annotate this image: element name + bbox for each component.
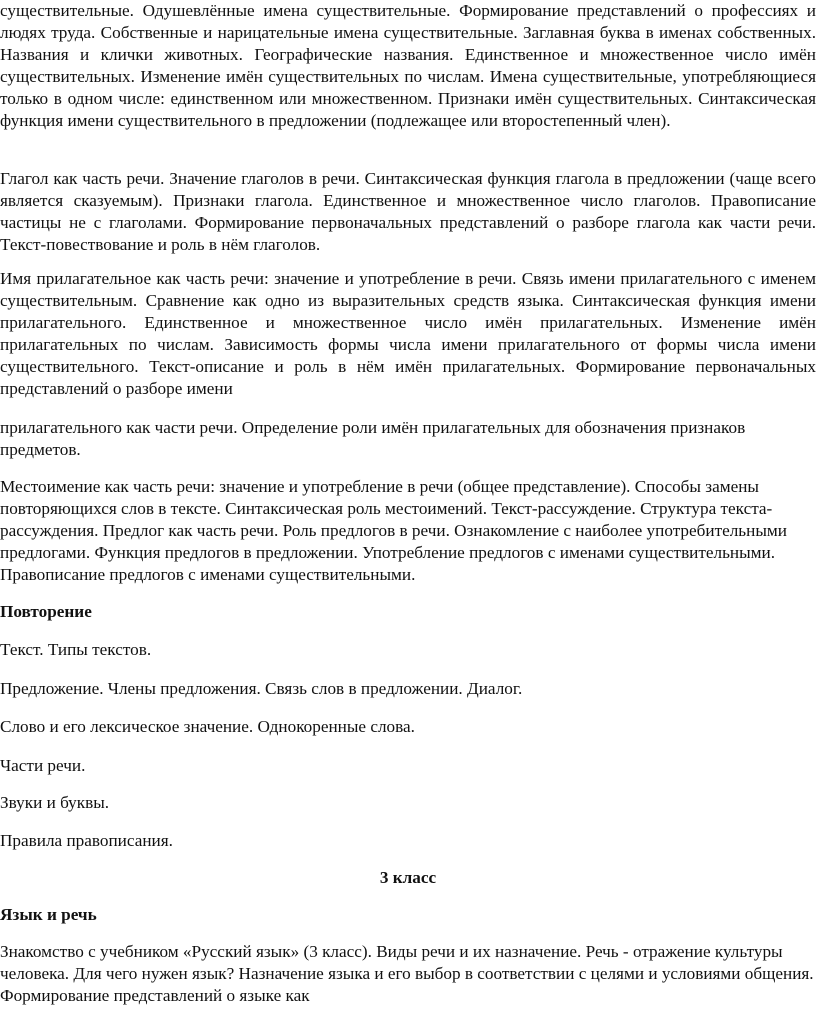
review-item: Слово и его лексическое значение. Однокоренные слова. [0,717,415,736]
paragraph-adjectives: Имя прилагательное как часть речи: значение и употребление в речи. Связь имени прилагательного с именем существительным. Сравнение как одно из выразительных средств языка. Синтаксическая функция имени прилагательного. Единственное и множественное число имён прилагательных. Изменение имён прилагательных по числам. Зависимость формы числа имени прилагательного от формы числа имени существительного. Текст-описание и роль в нём имён прилагательных. Формирование первоначальных представлений о разборе имени [0,269,816,398]
review-item: Правила правописания. [0,831,173,850]
paragraph-nouns: существительные. Одушевлённые имена существительные. Формирование представлений о профессиях и людях труда. Собственные и нарицательные имена существительные. Заглавная буква в именах собственных. Названия и клички животных. Географические названия. Единственное и множественное число имён существительных. Изменение имён существительных по числам. Имена существительные, употребляющиеся только в одном числе: единственном или множественном. Признаки имён существительных. Синтаксическая функция имени существительного в предложении (подлежащее или второстепенный член). [0,1,816,130]
review-item: Звуки и буквы. [0,793,110,812]
paragraph-pronouns-prepositions: Местоимение как часть речи: значение и употребление в речи (общее представление). Способы замены повторяющихся слов в тексте. Синтаксическая роль местоимений. Текст-рассуждение. Структура текста-рассуждения. Предлог как часть речи. Роль предлогов в речи. Ознакомление с наиболее употребительными предлогами. Функция предлогов в предложении. Употребление предлогов с именами существительными. Правописание предлогов с именами существительными. [0,477,787,584]
review-item: Текст. Типы текстов. [0,640,152,659]
grade-heading: 3 класс [379,868,437,887]
paragraph-language-intro: Знакомство с учебником «Русский язык» (3 класс). Виды речи и их назначение. Речь - отражение культуры человека. Для чего нужен язык? Назначение языка и его выбор в соответствии с целями и условиями общения. Формирование представлений о языке как [0,942,814,1005]
section-heading: Язык и речь [0,905,97,924]
review-heading: Повторение [0,602,92,621]
paragraph-verbs: Глагол как часть речи. Значение глаголов в речи. Синтаксическая функция глагола в предложении (чаще всего является сказуемым). Признаки глагола. Единственное и множественное число глаголов. Правописание частицы не с глаголами. Формирование первоначальных представлений о разборе глагола как части речи. Текст-повествование и роль в нём глаголов. [0,169,816,254]
review-item: Части речи. [0,756,86,775]
review-item: Предложение. Члены предложения. Связь слов в предложении. Диалог. [0,679,523,698]
paragraph-adjectives-continued: прилагательного как части речи. Определение роли имён прилагательных для обозначения признаков предметов. [0,418,746,459]
